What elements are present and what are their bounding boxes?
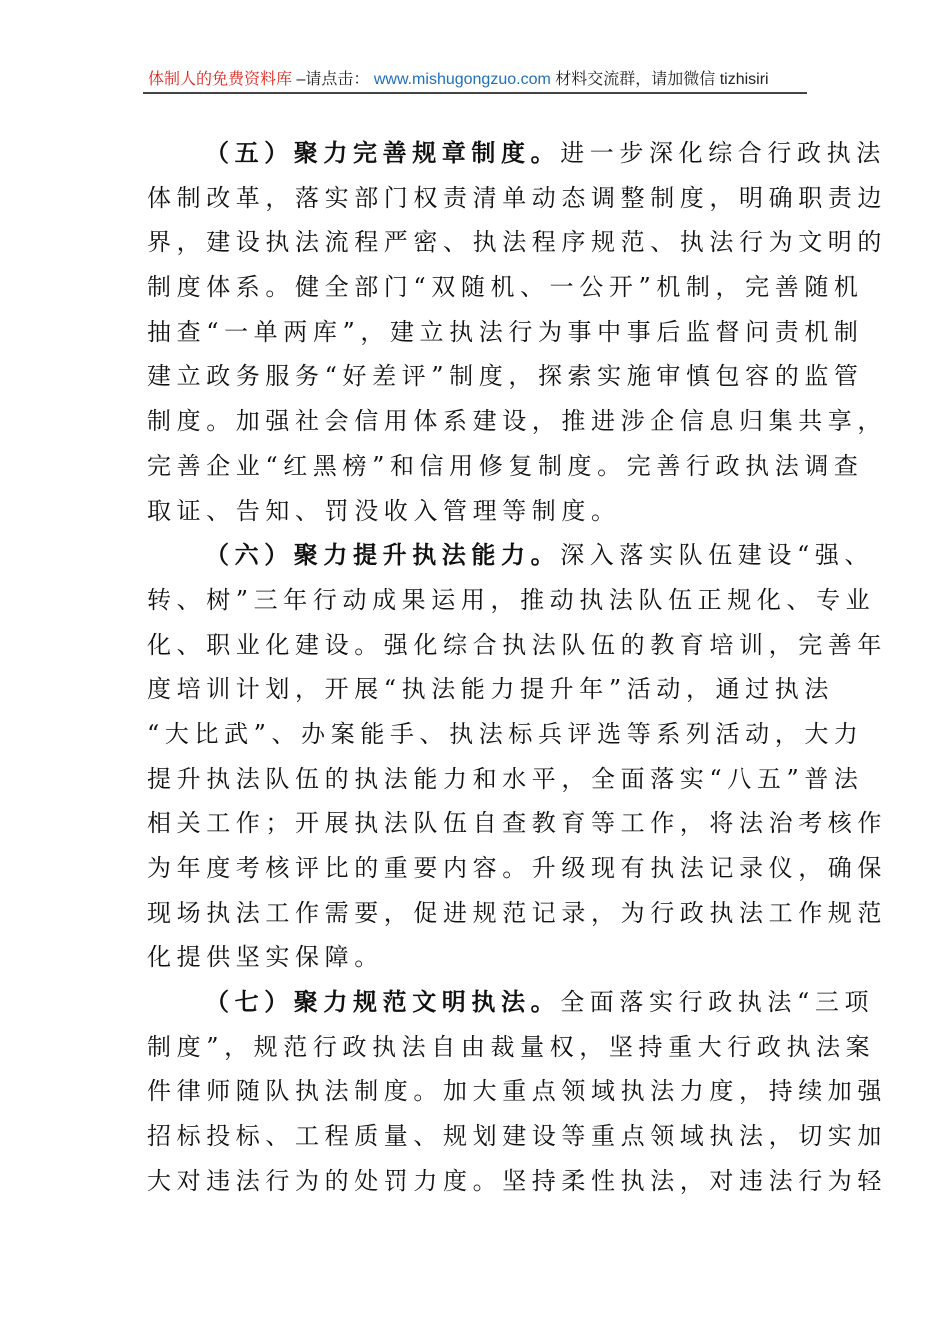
paragraph-line — [147, 265, 864, 310]
line-text: 体制改革，落实部门权责清单动态调整制度，明确职责边 — [147, 183, 887, 212]
line-text: 招标投标、工程质量、规划建设等重点领域执法，切实加 — [147, 1122, 887, 1151]
paragraph-line — [147, 757, 864, 802]
line-text: 转、树”三年行动成果运用，推动执法队伍正规化、专业 — [147, 585, 876, 614]
paragraph-first-line — [147, 980, 875, 1025]
line-text: 取证、告知、罚没收入管理等制度。 — [147, 496, 621, 525]
paragraph-line — [147, 623, 887, 668]
line-text: 制度”，规范行政执法自由裁量权，坚持重大行政执法案 — [147, 1032, 876, 1061]
line-text: 度培训计划，开展“执法能力提升年”活动，通过执法 — [147, 675, 834, 704]
header-note: 材料交流群，请加微信 tizhisiri — [555, 71, 769, 88]
line-text: 现场执法工作需要，促进规范记录，为行政执法工作规范 — [147, 898, 887, 927]
section-heading: （七）聚力规范文明执法。 — [205, 987, 561, 1017]
document-body — [147, 131, 887, 1204]
line-text: 化、职业化建设。强化综合执法队伍的教育培训，完善年 — [147, 630, 887, 659]
header-prompt: –请点击： — [296, 71, 370, 88]
paragraph-line — [147, 801, 887, 846]
paragraph-line — [147, 846, 887, 891]
line-text: 提升执法队伍的执法能力和水平，全面落实“八五”普法 — [147, 764, 864, 793]
line-text: “大比武”、办案能手、执法标兵评选等系列活动，大力 — [147, 719, 864, 748]
paragraph-line — [147, 176, 887, 221]
line-text: 深入落实队伍建设“强、 — [560, 541, 875, 570]
paragraph-line — [147, 310, 864, 355]
line-text: 相关工作；开展执法队伍自查教育等工作，将法治考核作 — [147, 809, 887, 838]
line-text: 进一步深化综合行政执法 — [560, 139, 886, 167]
paragraph-line — [147, 891, 887, 936]
line-text: 件律师随队执法制度。加大重点领域执法力度，持续加强 — [147, 1077, 887, 1106]
paragraph-line — [147, 444, 864, 489]
line-text: 抽查“一单两库”，建立执法行为事中事后监督问责机制 — [147, 317, 864, 346]
paragraph-line — [147, 667, 834, 712]
line-text: 制度。加强社会信用体系建设，推进涉企信息归集共享， — [147, 407, 887, 436]
line-text: 化提供坚实保障。 — [147, 943, 384, 972]
paragraph-line — [147, 1025, 876, 1070]
page-header — [148, 68, 808, 92]
line-text: 制度体系。健全部门“双随机、一公开”机制，完善随机 — [147, 273, 864, 302]
line-text: 完善企业“红黑榜”和信用修复制度。完善行政执法调查 — [147, 451, 864, 480]
paragraph-line — [147, 489, 805, 534]
paragraph-line — [147, 1069, 887, 1114]
header-site-name: 体制人的免费资料库 — [148, 71, 293, 88]
paragraph-first-line — [147, 533, 875, 578]
line-text: 大对违法行为的处罚力度。坚持柔性执法，对违法行为轻 — [147, 1166, 887, 1195]
paragraph-line — [147, 399, 887, 444]
paragraph-line — [147, 354, 864, 399]
paragraph-line — [147, 1114, 887, 1159]
section-heading: （五）聚力完善规章制度。 — [205, 138, 561, 167]
paragraph-line — [147, 578, 876, 623]
line-text: 为年度考核评比的重要内容。升级现有执法记录仪，确保 — [147, 854, 887, 882]
paragraph-first-line — [147, 131, 886, 176]
header-url-link[interactable]: www.mishugongzuo.com — [373, 71, 551, 88]
line-text: 界，建设执法流程严密、执法程序规范、执法行为文明的 — [147, 228, 887, 257]
header-divider — [143, 92, 807, 94]
paragraph-line — [147, 712, 864, 757]
line-text: 全面落实行政执法“三项 — [560, 988, 875, 1017]
paragraph-line — [147, 1159, 887, 1204]
line-text: 建立政务服务“好差评”制度，探索实施审慎包容的监管 — [147, 362, 864, 391]
section-heading: （六）聚力提升执法能力。 — [205, 540, 561, 570]
paragraph-line — [147, 220, 887, 265]
paragraph-line — [147, 935, 805, 980]
